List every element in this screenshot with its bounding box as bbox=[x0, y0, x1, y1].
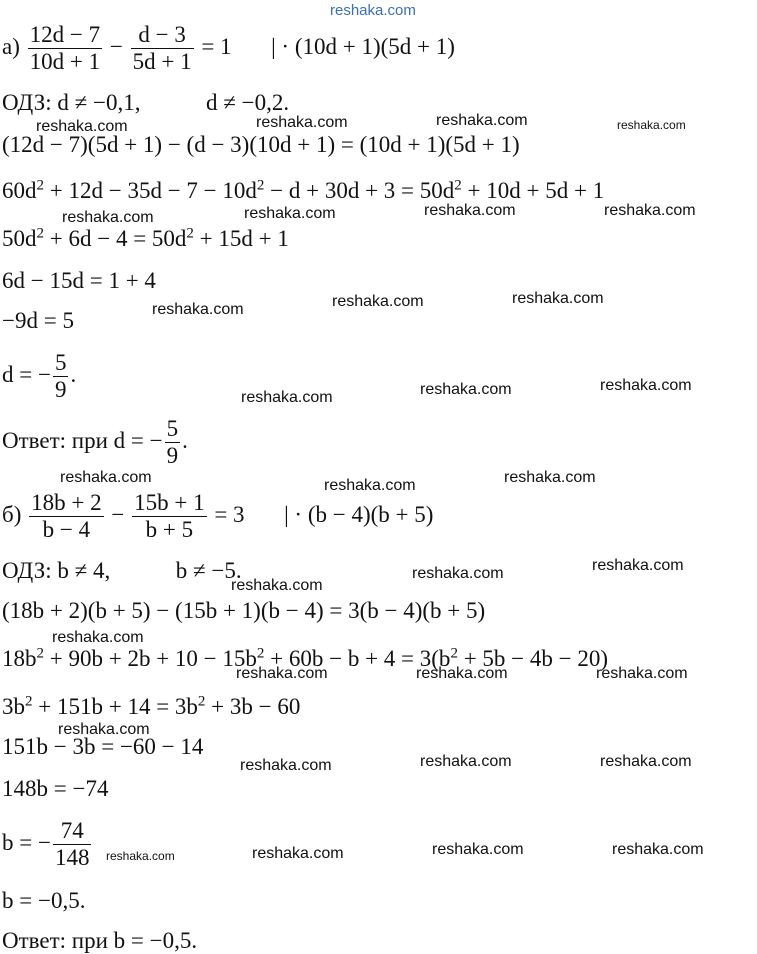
exponent: 2 bbox=[197, 693, 206, 710]
period: . bbox=[182, 427, 188, 453]
result-lhs: d = − bbox=[2, 361, 51, 387]
odz-condition-2: d ≠ −0,2. bbox=[206, 90, 290, 115]
term: + 15d + 1 bbox=[193, 226, 289, 251]
term: 18b bbox=[2, 646, 37, 671]
exponent: 2 bbox=[36, 225, 44, 242]
watermark: reshaka.com bbox=[324, 477, 416, 494]
watermark: reshaka.com bbox=[244, 205, 336, 222]
fraction-denominator: b + 5 bbox=[145, 517, 194, 542]
fraction-numerator: d − 3 bbox=[131, 22, 194, 49]
term: + 3b − 60 bbox=[205, 694, 301, 719]
term: + 12d − 35d − 7 − 10d bbox=[44, 178, 257, 203]
watermark: reshaka.com bbox=[600, 753, 692, 770]
watermark: reshaka.com bbox=[58, 721, 150, 738]
part-b-step-1: (18b + 2)(b + 5) − (15b + 1)(b − 4) = 3(b − 4)(b + 5) bbox=[2, 598, 486, 623]
fraction-denominator: 148 bbox=[54, 845, 90, 870]
result-lhs: b = − bbox=[2, 829, 51, 855]
result-fraction bbox=[53, 350, 69, 403]
equation-multiplier: | · (b − 4)(b + 5) bbox=[284, 501, 434, 527]
part-a-equation bbox=[2, 22, 455, 75]
watermark: reshaka.com bbox=[62, 209, 154, 226]
fraction-numerator: 18b + 2 bbox=[31, 490, 102, 515]
part-a-answer bbox=[2, 416, 188, 469]
watermark: reshaka.com bbox=[592, 557, 684, 574]
odz-condition-1: b ≠ 4, bbox=[57, 558, 111, 583]
minus-sign: − bbox=[109, 33, 123, 59]
exponent: 2 bbox=[186, 225, 194, 242]
watermark: reshaka.com bbox=[412, 565, 504, 582]
exponent: 2 bbox=[450, 645, 458, 662]
exponent: 2 bbox=[36, 177, 44, 194]
part-b-result-2: b = −0,5. bbox=[2, 888, 86, 913]
watermark: reshaka.com bbox=[240, 757, 332, 774]
fraction-numerator: 74 bbox=[53, 818, 92, 845]
term: + 60b − b + 4 = 3(b bbox=[264, 646, 451, 671]
term: 3b bbox=[2, 694, 25, 719]
watermark: reshaka.com bbox=[236, 665, 328, 682]
exponent: 2 bbox=[256, 645, 265, 662]
term: + 6d − 4 = 50d bbox=[44, 226, 187, 251]
exponent: 2 bbox=[25, 693, 33, 710]
watermark: reshaka.com bbox=[504, 469, 596, 486]
exponent: 2 bbox=[36, 645, 44, 662]
watermark: reshaka.com bbox=[596, 665, 688, 682]
part-b-result bbox=[2, 818, 93, 871]
term: + 10d + 5d + 1 bbox=[461, 178, 605, 203]
part-a-step-5: −9d = 5 bbox=[2, 308, 74, 333]
result-fraction bbox=[53, 818, 92, 871]
part-b-answer: Ответ: при b = −0,5. bbox=[2, 928, 198, 953]
fraction-numerator: 12d − 7 bbox=[29, 22, 101, 47]
part-b-odz bbox=[2, 558, 242, 584]
watermark: reshaka.com bbox=[604, 202, 696, 219]
odz-condition-2: b ≠ −5. bbox=[175, 558, 242, 583]
watermark: reshaka.com bbox=[60, 469, 152, 486]
answer-fraction bbox=[165, 416, 181, 469]
part-a-step-4: 6d − 15d = 1 + 4 bbox=[2, 268, 156, 293]
fraction-denominator: b − 4 bbox=[42, 517, 91, 542]
part-a-fraction-1 bbox=[28, 22, 102, 75]
equation-rhs: = 1 bbox=[201, 33, 232, 59]
term: 50d bbox=[2, 226, 37, 251]
watermark: reshaka.com bbox=[512, 290, 604, 307]
part-b-fraction-2 bbox=[132, 490, 206, 543]
equation-rhs: = 3 bbox=[214, 501, 245, 527]
part-a-step-3 bbox=[2, 226, 289, 252]
watermark: reshaka.com bbox=[617, 118, 686, 132]
part-a-label: а) bbox=[2, 33, 20, 59]
part-a-result bbox=[2, 350, 76, 403]
part-a-step-2 bbox=[2, 178, 604, 204]
watermark: reshaka.com bbox=[152, 301, 244, 318]
odz-condition-1: d ≠ −0,1, bbox=[57, 90, 141, 115]
part-a-odz bbox=[2, 90, 289, 116]
part-b-step-3 bbox=[2, 694, 300, 720]
exponent: 2 bbox=[454, 177, 462, 194]
watermark: reshaka.com bbox=[416, 665, 508, 682]
term: − d + 30d + 3 = 50d bbox=[264, 178, 455, 203]
watermark: reshaka.com bbox=[106, 849, 175, 863]
answer-lhs: d = − bbox=[113, 427, 163, 453]
fraction-denominator: 9 bbox=[54, 377, 67, 402]
fraction-numerator: 5 bbox=[54, 350, 67, 375]
fraction-numerator: 15b + 1 bbox=[134, 490, 205, 515]
term: 60d bbox=[2, 178, 37, 203]
watermark: reshaka.com bbox=[52, 629, 144, 646]
watermark: reshaka.com bbox=[432, 841, 524, 858]
fraction-numerator: 5 bbox=[166, 416, 179, 441]
fraction-denominator: 10d + 1 bbox=[29, 49, 101, 74]
equation-multiplier: | · (10d + 1)(5d + 1) bbox=[271, 33, 455, 59]
part-b-label: б) bbox=[2, 501, 22, 527]
part-b-step-5: 148b = −74 bbox=[2, 776, 109, 801]
watermark: reshaka.com bbox=[241, 389, 333, 406]
part-a-step-1: (12d − 7)(5d + 1) − (d − 3)(10d + 1) = (10d + 1)(5d + 1) bbox=[2, 132, 520, 157]
minus-sign: − bbox=[111, 501, 125, 527]
watermark: reshaka.com bbox=[36, 118, 128, 135]
watermark: reshaka.com bbox=[612, 841, 704, 858]
period: . bbox=[70, 361, 77, 387]
watermark: reshaka.com bbox=[420, 381, 512, 398]
answer-label: Ответ: при bbox=[2, 427, 108, 453]
watermark: reshaka.com bbox=[231, 577, 323, 594]
fraction-denominator: 5d + 1 bbox=[132, 49, 192, 74]
watermark: reshaka.com bbox=[256, 114, 348, 131]
part-b-step-4: 151b − 3b = −60 − 14 bbox=[2, 734, 204, 759]
odz-label: ОДЗ: bbox=[2, 558, 52, 583]
part-b-equation bbox=[2, 490, 433, 543]
part-a-fraction-2 bbox=[131, 22, 194, 75]
watermark: reshaka.com bbox=[252, 845, 344, 862]
fraction-denominator: 9 bbox=[166, 443, 179, 468]
exponent: 2 bbox=[256, 177, 265, 194]
term: + 5b − 4b − 20) bbox=[457, 646, 609, 671]
term: + 90b + 2b + 10 − 15b bbox=[44, 646, 257, 671]
part-b-fraction-1 bbox=[29, 490, 103, 543]
watermark: reshaka.com bbox=[332, 293, 424, 310]
watermark: reshaka.com bbox=[420, 753, 512, 770]
odz-label: ОДЗ: bbox=[2, 90, 52, 115]
watermark: reshaka.com bbox=[600, 377, 692, 394]
watermark: reshaka.com bbox=[436, 112, 528, 129]
term: + 151b + 14 = 3b bbox=[32, 694, 198, 719]
watermark-top: reshaka.com bbox=[330, 2, 416, 19]
watermark: reshaka.com bbox=[424, 202, 516, 219]
